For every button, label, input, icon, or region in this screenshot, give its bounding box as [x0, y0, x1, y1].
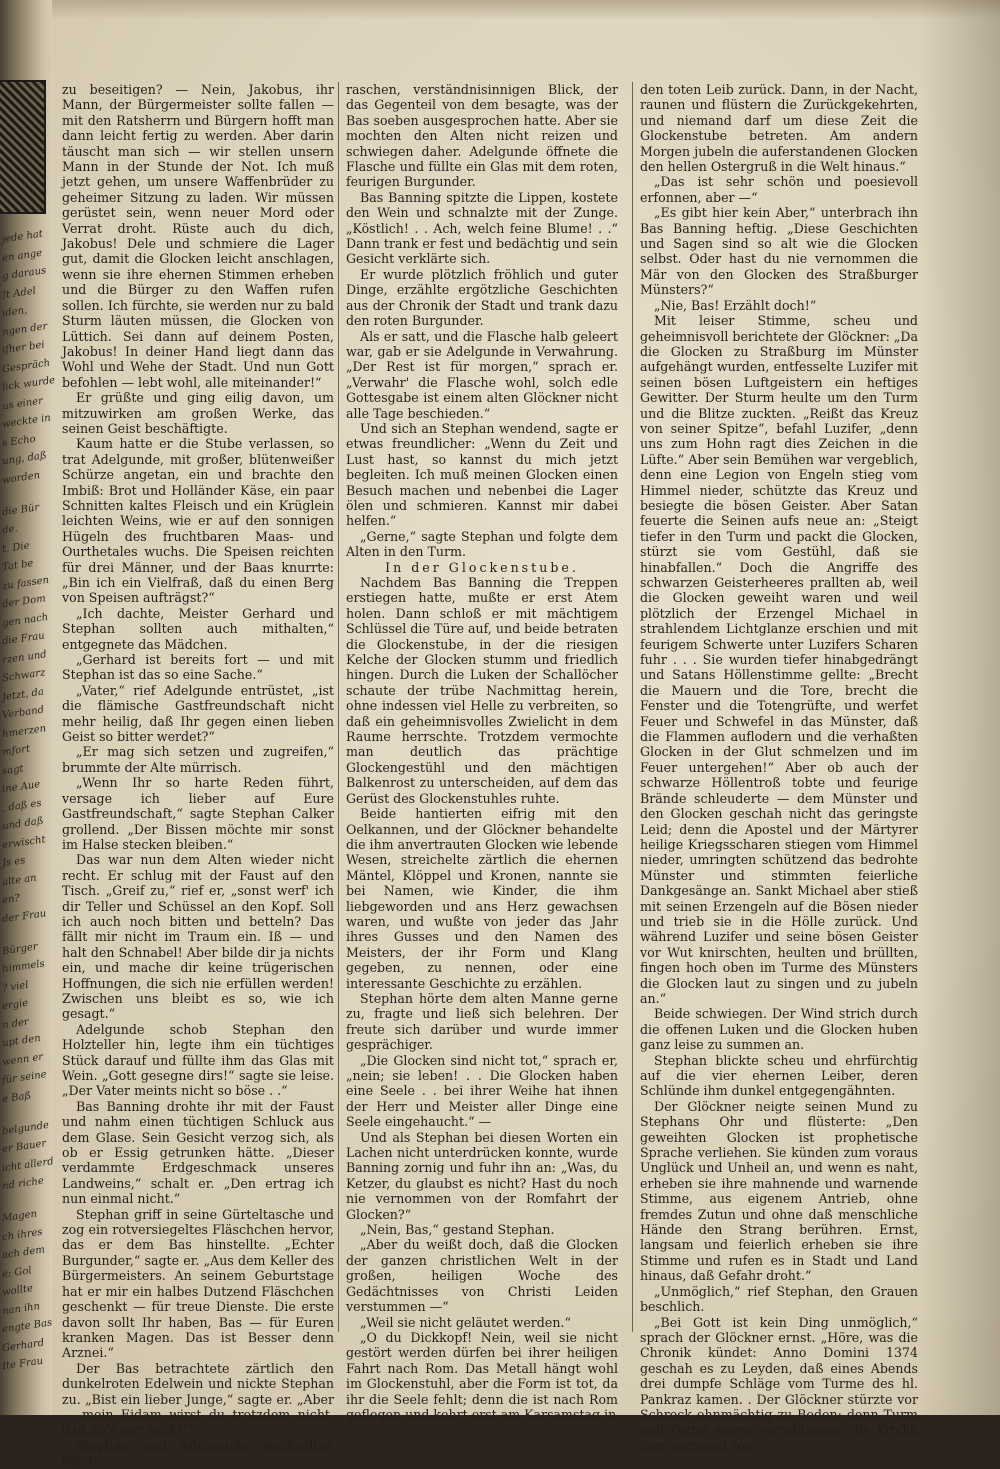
gutter-fragment: belgunde [1, 1119, 50, 1137]
gutter-fragment: hmerzen [1, 722, 47, 740]
gutter-fragment: s Echo [1, 433, 37, 449]
gutter-fragment: lick wurde [1, 374, 56, 394]
gutter-fragment: Schwarz [1, 667, 47, 685]
paragraph: Und sich an Stephan wendend, sagte er etwas freundlicher: „Wenn du Zeit und Lust hast, so kannst du mich jetzt begleiten. Ich muß meinen Glocken einen Besuch machen und nebenbei die Lager ölen und schmieren. Kannst mir dabei helfen.“ [346, 420, 618, 529]
gutter-fragment: er Bauer [1, 1138, 47, 1156]
gutter-fragment: erwischt [1, 833, 47, 851]
paragraph: Beide schwiegen. Der Wind strich durch die offenen Luken und die Glocken huben ganz leise zu summen an. [640, 1006, 918, 1053]
text-column-1 [62, 82, 334, 1469]
gutter-fragment: e Baß [1, 1089, 32, 1105]
gutter-fragment: ? viel [1, 979, 30, 994]
gutter-fragment: ung, daß [1, 450, 48, 468]
paragraph: „Vater,“ rief Adelgunde entrüstet, „ist die flämische Gastfreundschaft nicht mehr heilig, daß Ihr gegen einen lieben Geist so bitter werdet?“ [62, 682, 334, 745]
gutter-fragment: gen nach [1, 611, 49, 629]
paragraph: Bas Banning spitzte die Lippen, kostete den Wein und schnalzte mit der Zunge. „Köstlich! . . Ach, welch feine Blume! . .“ Dann trank er fest und bedächtig und sein Gesicht verklärte sich. [346, 189, 618, 267]
gutter-fragment: für seine [1, 1069, 48, 1087]
paragraph: Nachdem Bas Banning die Treppen erstiegen hatte, mußte er erst Atem holen. Dann schloß er mit mächtigem Schlüssel die Türe auf, und beide betraten die Glockenstube, in der die riesigen Kelche der Glocken stumm und friedlich hingen. Durch die Luken der Schallöcher schaute der trübe Nachmittag herein, ohne indessen viel Helle zu verbreiten, so daß ein geheimnisvolles Zwielicht in dem Raume herrschte. Trotzdem vermochte man deutlich das prächtige Glockengestühl und den mächtigen Balkenrost zu unterscheiden, auf dem das Gerüst des Glockenstuhles ruhte. [346, 575, 618, 806]
gutter-fragment: sagt [1, 762, 25, 777]
gutter-fragment: himmels [1, 958, 46, 976]
gutter-fragment: rzen und [1, 648, 48, 666]
gutter-fragment: upt den [1, 1032, 42, 1050]
ornament-decoration [0, 80, 46, 214]
column-divider [338, 82, 339, 1332]
gutter-fragment: der Frau [1, 907, 47, 925]
gutter-fragment: und daß [1, 815, 45, 833]
gutter-fragment: der Dom [1, 593, 47, 611]
gutter-fragment: die Frau [1, 630, 46, 648]
text-column-3 [640, 82, 918, 1453]
gutter-fragment: e: Gol [1, 1264, 33, 1280]
gutter-fragment: alte an [1, 872, 38, 888]
paragraph: den toten Leib zurück. Dann, in der Nacht, raunen und flüstern die Zurückgekehrten, und niemand darf um diese Zeit die Glockenstube betreten. Am andern Morgen jubeln die auferstandenen Glocken den hellen Ostergruß in die Welt hinaus.“ [640, 82, 918, 175]
gutter-fragment: ngen der [1, 320, 49, 338]
left-gutter-binding [0, 0, 56, 1415]
paragraph: Der Glöckner neigte seinen Mund zu Stephans Ohr und flüsterte: „Den geweihten Glocken ist prophetische Sprache verliehen. Sie künden zum voraus Unglück und Unheil an, und wenn es naht, erheben sie ihre mahnende und warnende Stimme, aus eigenem Antrieb, ohne fremdes Zutun und ohne daß menschliche Hände den Strang berühren. Ernst, langsam und feierlich erheben sie ihre Stimme und rufen es in Stadt und Land hinaus, daß Gefahr droht.“ [640, 1098, 918, 1284]
gutter-fragment: ergie [1, 997, 29, 1013]
paragraph: raschen, verständnisinnigen Blick, der das Gegenteil von dem besagte, was der Bas soeben ausgesprochen hatte. Aber sie mochten den Alten nicht reizen und schwiegen daher. Adelgunde öffnete die Flasche und füllte ein Glas mit dem roten, feurigen Burgunder. [346, 82, 618, 190]
paragraph: „Gerhard ist bereits fort — und mit Stephan ist das so eine Sache.“ [62, 652, 334, 683]
gutter-fragment: us einer [1, 395, 44, 412]
gutter-fragment: Tat be [1, 558, 35, 574]
paragraph: „Nie, Bas! Erzählt doch!“ [654, 297, 817, 313]
paragraph: Beide hantierten eifrig mit den Oelkannen, und der Glöckner behandelte die ihm anvertrauten Glocken wie lebende Wesen, streichelte zärtlich die ehernen Mäntel, Klöppel und Kronen, nannte sie bei Namen, wie Kinder, die ihm liebgeworden und ans Herz gewachsen waren, und wußte von jeder das Jahr ihres Gusses und den Namen des Meisters, der ihr Form und Klang gegeben, zu nennen, oder eine interessante Geschichte zu erzählen. [346, 806, 618, 991]
text-column-2 [346, 82, 618, 1422]
paragraph: „Weil sie nicht geläutet werden.“ [360, 1314, 571, 1330]
paragraph: „Bei Gott ist kein Ding unmöglich,“ sprach der Glöckner ernst. „Höre, was die Chronik kündet: Anno Domini 1374 geschah es zu Leyden, daß eines Abends drei dumpfe Schläge vom Turme des hl. Pankraz kamen. . Der Glöckner stürzte vor Schreck ohnmächtig zu Boden; denn Turm und Portal waren verschlossen, die Kirche leer, niemand zog [640, 1314, 918, 1453]
paragraph: „Die Glocken sind nicht tot,“ sprach er, „nein; sie leben! . . Die Glocken haben eine Seele . . bei ihrer Weihe hat ihnen der Herr und Meister aller Dinge eine Seele eingehaucht.“ — [346, 1052, 618, 1130]
gutter-fragment: jede hat [1, 228, 44, 246]
gutter-fragment: nd riche [1, 1175, 45, 1193]
gutter-fragment: worden [1, 469, 41, 486]
paragraph: Das war nun dem Alten wieder nicht recht. Er schlug mit der Faust auf den Tisch. „Greif zu,“ rief er, „sonst werf' ich dir Teller und Schüssel an den Kopf. Soll ich auch noch bitten und betteln? Das fällt mir nicht im Traum ein. Iß — und halt den Schnabel! Aber bilde dir ja nichts ein, und mache dir keine trügerischen Hoffnungen, die sich nie erfüllen werden! Zwischen uns bleibt es so, wie ich gesagt.“ [62, 852, 334, 1022]
paragraph: Der Bas betrachtete zärtlich den dunkelroten Edelwein und nickte Stephan zu. „Bist ein lieber Junge,“ sagte er. „Aber — mein Eidam wirst du trotzdem nicht, daß du's nur weißt!“ [62, 1360, 334, 1438]
gutter-fragment: Magen [1, 1208, 38, 1225]
paragraph: Und als Stephan bei diesen Worten ein Lachen nicht unterdrücken konnte, wurde Banning zornig und fuhr ihn an: „Was, du Ketzer, du glaubst es nicht? Hast du noch nie vernommen von der Romfahrt der Glocken?“ [346, 1129, 618, 1222]
paragraph: Stephan und Adelgunde wechselten einen [62, 1437, 334, 1469]
paragraph: „Er mag sich setzen und zugreifen,“ brummte der Alte mürrisch. [62, 744, 334, 775]
paragraph: „O du Dickkopf! Nein, weil sie nicht gestört werden dürfen bei ihrer heiligen Fahrt nach Rom. Das Metall hängt wohl im Glockenstuhl, aber die Form ist tot, da ihr die Seele fehlt; denn die ist nach Rom geflogen und kehrt erst am Karsamstag in [346, 1329, 618, 1422]
gutter-fragment: icht allerd [1, 1155, 55, 1174]
gutter-fragment: Bürger [1, 940, 39, 957]
gutter-fragment: !t Adel [1, 285, 37, 301]
gutter-fragment: , daß es [1, 797, 43, 814]
section-heading: In der Glockenstube. [385, 559, 579, 575]
gutter-fragment: ch ihres [1, 1226, 44, 1243]
gutter-fragment: Js es [1, 855, 27, 870]
gutter-fragment: die Bür [1, 501, 40, 518]
paragraph: Mit leiser Stimme, scheu und geheimnisvoll berichtete der Glöckner: „Da die Glocken zu Straßburg im Münster aufgehängt wurden, entfesselte Luzifer mit seinen bösen Luftgeistern ein heftiges Gewitter. Der Sturm heulte um den Turm und die Blitze zuckten. „Reißt das Kreuz von seiner Spitze“, befahl Luzifer, „denn uns zum Hohn ragt dies Zeichen in die Lüfte.“ Aber sein Bemühen war vergeblich, denn eine Legion von Engeln stieg vom Himmel nieder, schützte das Kreuz und besiegte die bösen Geister. Aber Satan feuerte die Seinen aufs neue an: „Steigt tiefer in den Turm und packt die Glocken, stürzt sie vom Gestühl, daß sie hinabfallen.“ Doch die Angriffe des schwarzen Geisterheeres prallten ab, weil die Glocken geweiht waren und weil plötzlich der Erzengel Michael in strahlendem Lichtglanze erschien und mit feurigem Schwerte unter Luzifers Scharen fuhr . . . Sie wurden tiefer hinabgedrängt und Satans Höllenstimme gellte: „Brecht die Mauern und die Tore, brecht die Fenster und die Totengrüfte, und werfet Feuer und Schwefel in das Münster, daß die Flammen auflodern und die verhaßten Glocken in der Glut schmelzen und im Feuer untergehen!“ Aber ob auch der schwarze Höllentroß tobte und feurige Brände schleuderte — dem Münster und den Glocken geschah nicht das geringste Leid; denn die Apostel und der Märtyrer heilige Kriegsscharen stiegen vom Himmel nieder, umringten schützend das bedrohte Münster und stimmten feierliche Dankgesänge an. Sankt Michael aber stieß mit seinen Erzengeln auf die Bösen nieder und trieb sie in die Hölle zurück. Und während Luzifer und seine bösen Geister vor Wut knirschten, heulten und brüllten, fingen hoch oben im Turme des Münsters die Glocken laut zu singen und zu jubeln an.“ [640, 313, 919, 1006]
gutter-fragment: ach dem [1, 1244, 46, 1262]
gutter-fragment: Jetzt, da [1, 686, 45, 703]
gutter-fragment: Gerhard [1, 1337, 45, 1354]
gutter-fragment: ifher bei [1, 339, 46, 357]
gutter-fragment: mfort [1, 743, 31, 759]
gutter-fragment: weckte in [1, 412, 52, 431]
paragraph: Er grüßte und ging eilig davon, um mitzuwirken am großen Werke, das seinen Geist beschäftigte. [62, 390, 334, 436]
gutter-fragment: Ite Frau [1, 1355, 44, 1373]
paragraph: Als er satt, und die Flasche halb geleert war, gab er sie Adelgunde in Verwahrung. „Der Rest ist für morgen,“ sprach er. „Verwahr' die Flasche wohl, solch edle Gottesgabe ist einem alten Glöckner nicht alle Tage beschieden.“ [346, 328, 618, 421]
paragraph: „Aber du weißt doch, daß die Glocken der ganzen christlichen Welt in der großen, heiligen Woche des Gedächtnisses von Christi Leiden verstummen —“ [346, 1237, 618, 1315]
gutter-fragment: g daraus [1, 265, 47, 283]
gutter-fragment: en? [1, 892, 21, 907]
paragraph: „Ich dachte, Meister Gerhard und Stephan sollten auch mithalten,“ entgegnete das Mädchen. [62, 605, 334, 652]
paragraph: Stephan griff in seine Gürteltasche und zog ein rotversiegeltes Fläschchen hervor, das er dem Bas hinstellte. „Echter Burgunder,“ sagte er. „Aus dem Keller des Bürgermeisters. An seinem Geburtstage hat er mir ein halbes Dutzend Fläschchen geschenkt — für treue Dienste. Die erste davon sollt Ihr haben, Bas — für Euren kranken Magen. Das ist Besser denn Arznei.“ [62, 1206, 334, 1361]
column-divider [632, 82, 633, 1332]
gutter-fragment: n der [1, 1016, 30, 1031]
page-top-edge [0, 0, 1000, 20]
paragraph: Adelgunde schob Stephan den Holzteller hin, legte ihm ein tüchtiges Stück darauf und füllte ihm das Glas mit Wein. „Gott gesegne dirs!“ sagte sie leise. „Der Vater meints nicht so böse . .“ [62, 1021, 334, 1099]
gutter-fragment: t. Die [1, 540, 31, 555]
paragraph: Kaum hatte er die Stube verlassen, so trat Adelgunde, mit großer, blütenweißer Schürze angetan, ein und brachte den Imbiß: Brot und Holländer Käse, ein paar Schnitten kaltes Fleisch und ein Krüglein leichten Weins, wie er auf den sonnigen Hügeln des fruchtbaren Maas- und Ourthetales wuchs. Die Speisen reichten für drei Männer, und der Baas knurrte: „Bin ich ein Vielfraß, daß du einen Berg von Speisen aufträgst?“ [62, 436, 334, 606]
page-right-shadow [920, 0, 1000, 1415]
paragraph: „Das ist sehr schön und poesievoll erfonnen, aber —“ [640, 174, 918, 205]
paragraph: Er wurde plötzlich fröhlich und guter Dinge, erzählte ergötzliche Geschichten aus der Chronik der Stadt und trank dazu den roten Burgunder. [346, 266, 618, 329]
paragraph: „Wenn Ihr so harte Reden führt, versage ich lieber auf Eure Gastfreundschaft,“ sagte Stephan Calker grollend. „Der Bissen möchte mir sonst im Halse stecken bleiben.“ [62, 775, 334, 852]
paragraph: „Nein, Bas,“ gestand Stephan. [360, 1222, 555, 1238]
gutter-fragment: en ange [1, 247, 43, 264]
gutter-fragment: de. [1, 523, 19, 537]
paragraph: Stephan hörte dem alten Manne gerne zu, fragte und ließ sich belehren. Der freute sich darüber und wurde immer gesprächiger. [346, 990, 618, 1053]
gutter-fragment: wenn er [1, 1051, 44, 1068]
gutter-fragment: wollte [1, 1283, 34, 1299]
paragraph: zu beseitigen? — Nein, Jakobus, ihr Mann, der Bürgermeister sollte fallen — mit den Ratsherrn und Bürgern hofft man dann leicht fertig zu werden. Aber darin täuscht man sich — wir stellen unsern Mann in der Stunde der Not. Ich muß jetzt gehen, um unsere Waffenbrüder zu geheimer Sitzung zu laden. Wir müssen gerüstet sein, wenn neuer Mord oder Verrat droht. Rüste auch du dich, Jakobus! Dele und schmiere die Lager gut, damit die Glocken leicht anschlagen, wenn sie ihre ehernen Stimmen erheben und die Bürger zu den Waffen rufen sollen. Ich fürchte, sie werden nur zu bald Sturm läuten müssen, die Glocken von Lüttich. Sei dann auf deinem Posten, Jakobus! In deiner Hand liegt dann das Wohl und Wehe der Stadt. Und nun Gott befohlen — lebt wohl, alle miteinander!“ [62, 82, 334, 390]
paragraph: „Unmöglich,“ rief Stephan, den Grauen beschlich. [640, 1283, 918, 1315]
gutter-fragment: ine Aue [1, 779, 41, 796]
paragraph: Stephan blickte scheu und ehrfürchtig auf die vier ehernen Leiber, deren Schlünde ihm dunkel entgegengähnten. [640, 1052, 918, 1099]
paragraph: „Es gibt hier kein Aber,“ unterbrach ihn Bas Banning heftig. „Diese Geschichten und Sagen sind so alt wie die Glocken selbst. Oder hast du nie vernommen die Mär von den Glocken des Straßburger Münsters?“ [640, 205, 918, 298]
gutter-fragment: Gespräch [1, 357, 51, 375]
gutter-fragment: engte Bas [1, 1317, 53, 1336]
gutter-fragment: zu fassen [1, 574, 50, 592]
gutter-fragment: iden, [1, 304, 28, 320]
gutter-fragment: Verband [1, 704, 45, 722]
paragraph: „Gerne,“ sagte Stephan und folgte dem Alten in den Turm. [346, 528, 618, 560]
gutter-fragment: nan ihn [1, 1300, 41, 1317]
paragraph: Bas Banning drohte ihr mit der Faust und nahm einen tüchtigen Schluck aus dem Glase. Sein Gesicht verzog sich, als ob er Essig getrunken hätte. „Dieser verdammte Erdgeschmack unseres Landweins,“ schalt er. „Den ertrag ich nun einmal nicht.“ [62, 1098, 334, 1207]
